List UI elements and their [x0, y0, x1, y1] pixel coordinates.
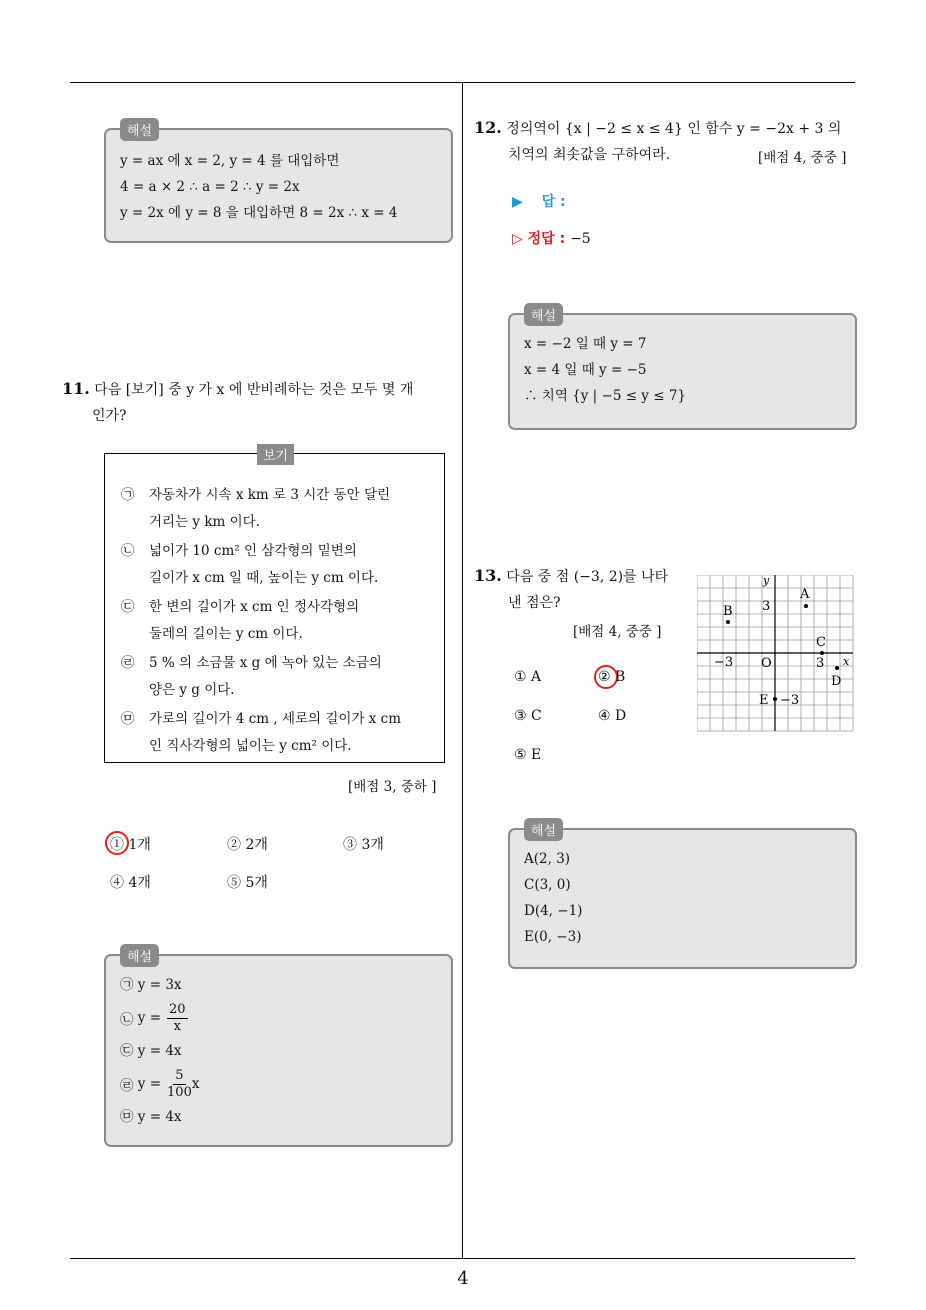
play-arrow-icon: ▶ — [512, 194, 523, 210]
point-e — [773, 697, 777, 701]
tick-neg3-y: −3 — [780, 693, 800, 708]
solution-line: ㉢ y = 4x — [120, 1043, 182, 1059]
solution-line: x = 4 일 때 y = −5 — [524, 362, 647, 378]
point-c — [820, 651, 824, 655]
point-a-label: A — [800, 587, 810, 602]
solution-line: y = ax 에 x = 2, y = 4 를 대입하면 — [120, 153, 340, 169]
solution-tag: 해설 — [524, 303, 563, 326]
q12-solution-box — [508, 309, 857, 430]
tick-3-y: 3 — [762, 599, 771, 614]
q11-points: [배점 3, 중하 ] — [348, 779, 437, 795]
q11-choice-2[interactable]: ② 2개 — [227, 837, 268, 853]
q13-choice-3[interactable]: ③ C — [514, 708, 542, 724]
tick-3-x: 3 — [816, 656, 825, 671]
q10-solution-box — [104, 124, 453, 243]
q13-text-line2: 낸 점은? — [508, 595, 561, 611]
q12-answer-row[interactable] — [512, 191, 566, 211]
point-e-label: E — [759, 693, 769, 708]
page-number: 4 — [457, 1268, 469, 1289]
axes — [697, 575, 853, 731]
solution-tag: 해설 — [524, 818, 563, 841]
bogi-item: ㉣ 5 % 의 소금물 x g 에 녹아 있는 소금의 양은 y g 이다. — [121, 655, 382, 698]
q12-correct-row — [512, 228, 591, 248]
point-a — [804, 604, 808, 608]
outline-arrow-icon: ▷ — [512, 231, 523, 247]
point-d-label: D — [831, 674, 842, 689]
solution-tag: 해설 — [120, 118, 159, 141]
q13-number: 13. — [474, 566, 502, 585]
q13-choice-4[interactable]: ④ D — [598, 708, 627, 724]
q12-points: [배점 4, 중중 ] — [758, 150, 847, 166]
solution-line: x = −2 일 때 y = 7 — [524, 336, 647, 352]
solution-line: E(0, −3) — [524, 929, 582, 945]
q13-points: [배점 4, 중중 ] — [573, 624, 662, 640]
x-axis-label: x — [843, 655, 850, 668]
bogi-item: ㉢ 한 변의 길이가 x cm 인 정사각형의 둘레의 길이는 y cm 이다. — [121, 599, 360, 642]
bogi-tag: 보기 — [257, 444, 294, 465]
q12-text-line2: 치역의 최솟값을 구하여라. — [508, 147, 671, 163]
q11-number: 11. — [62, 379, 90, 398]
correct-label: 정답 : — [527, 231, 566, 247]
point-b-label: B — [723, 604, 733, 619]
q13-choice-2[interactable]: ② B — [598, 669, 626, 685]
bogi-item: ㉠ 자동차가 시속 x km 로 3 시간 동안 달린 거리는 y km 이다. — [121, 487, 391, 530]
q11-choice-1[interactable]: ① 1개 — [110, 837, 151, 853]
solution-line: C(3, 0) — [524, 877, 571, 893]
q12-number: 12. — [474, 118, 502, 137]
point-d — [835, 666, 839, 670]
solution-line: ㉡ y = $\frac{20}{x}$ — [120, 1001, 186, 1034]
origin-label: O — [761, 656, 772, 671]
q11-bogi-box — [104, 449, 445, 763]
tick-neg3-x: −3 — [714, 655, 734, 670]
y-axis-label: y — [763, 575, 770, 587]
q11-text-line2: 인가? — [92, 408, 127, 424]
q11-choice-4[interactable]: ④ 4개 — [110, 875, 151, 891]
q13-solution-box — [508, 824, 857, 969]
q13-choice-5[interactable]: ⑤ E — [514, 747, 542, 763]
q13-coordinate-grid — [697, 575, 854, 732]
q13-question — [474, 563, 694, 616]
solution-line: ㉠ y = 3x — [120, 977, 182, 993]
solution-line: A(2, 3) — [524, 851, 571, 867]
q11-choice-5[interactable]: ⑤ 5개 — [227, 875, 268, 891]
solution-line: D(4, −1) — [524, 903, 583, 919]
q11-solution-box — [104, 950, 453, 1147]
point-c-label: C — [816, 635, 826, 650]
column-divider — [462, 82, 463, 1258]
q12-text-line1: 정의역이 {x | −2 ≤ x ≤ 4} 인 함수 y = −2x + 3 의 — [506, 121, 842, 137]
q11-choice-3[interactable]: ③ 3개 — [343, 837, 384, 853]
solution-line: ㉤ y = 4x — [120, 1109, 182, 1125]
solution-line: ∴ 치역 {y | −5 ≤ y ≤ 7} — [524, 388, 687, 404]
answer-label: 답 : — [541, 194, 566, 210]
bogi-item: ㉡ 넓이가 10 cm² 인 삼각형의 밑변의 길이가 x cm 일 때, 높이는 y cm 이다. — [121, 543, 379, 586]
correct-value: −5 — [570, 231, 591, 247]
solution-line: y = 2x 에 y = 8 을 대입하면 8 = 2x ∴ x = 4 — [120, 205, 398, 221]
q13-choice-1[interactable]: ① A — [514, 669, 542, 685]
bogi-item: ㉤ 가로의 길이가 4 cm , 세로의 길이가 x cm 인 직사각형의 넓이는 y cm² 이다. — [121, 711, 402, 754]
solution-line: ㉣ y = $\frac{5}{100}$ x — [120, 1067, 200, 1100]
q11-question — [62, 376, 462, 429]
solution-line: 4 = a × 2 ∴ a = 2 ∴ y = 2x — [120, 179, 300, 195]
solution-tag: 해설 — [120, 944, 159, 967]
point-b — [726, 620, 730, 624]
q11-text-line1: 다음 [보기] 중 y 가 x 에 반비례하는 것은 모두 몇 개 — [94, 382, 414, 398]
q13-text-line1: 다음 중 점 (−3, 2)를 나타 — [506, 569, 669, 585]
bottom-rule — [70, 1258, 855, 1259]
